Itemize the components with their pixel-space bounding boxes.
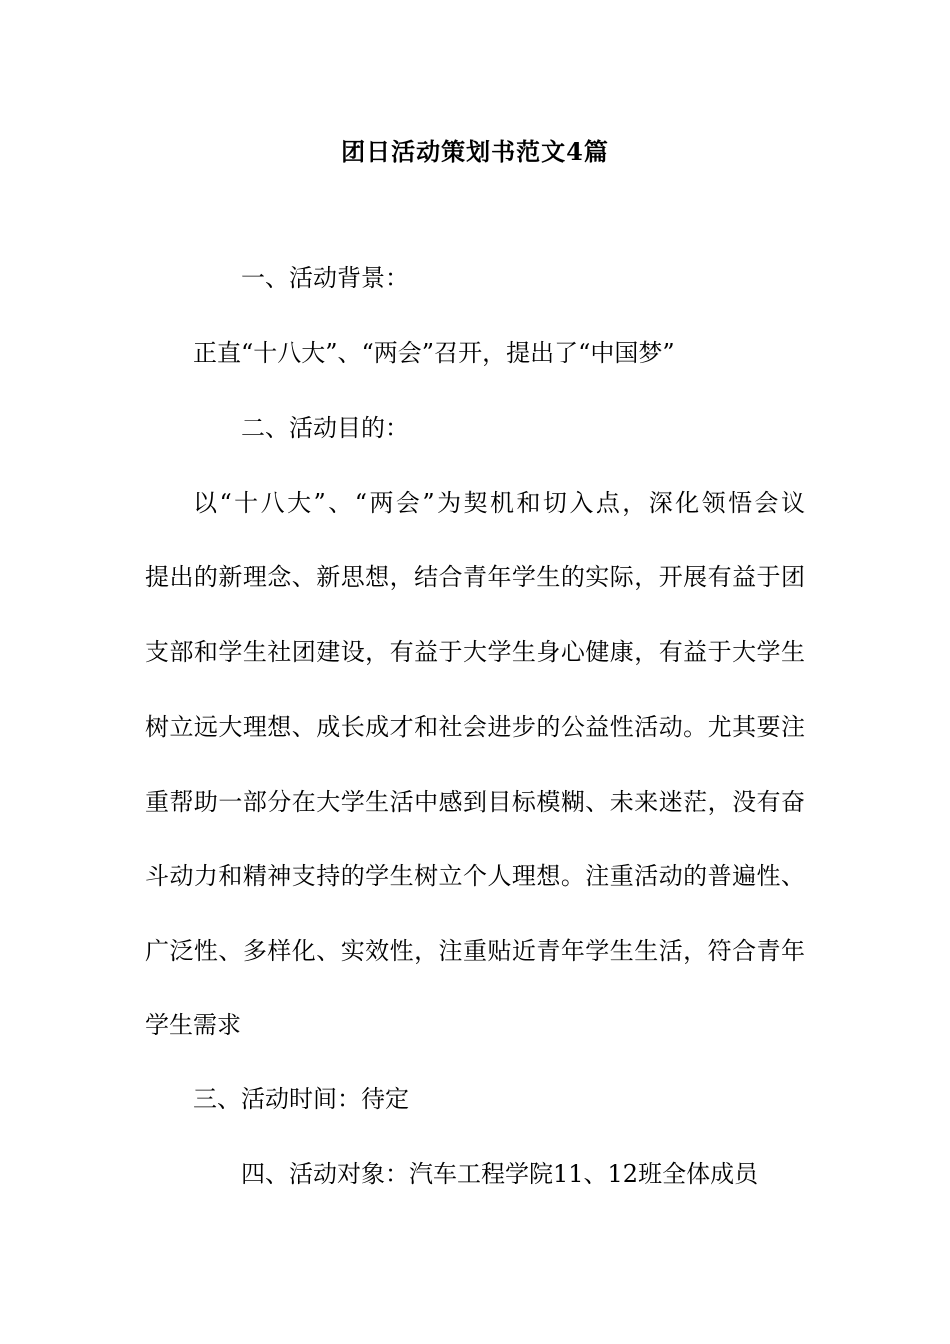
purpose-line-3: 支部和学生社团建设，有益于大学生身心健康，有益于大学生 <box>145 638 805 666</box>
purpose-line-2: 提出的新理念、新思想，结合青年学生的实际，开展有益于团 <box>145 563 805 591</box>
target-line: 四、活动对象：汽车工程学院11、12班全体成员 <box>241 1160 759 1188</box>
document-title: 团日活动策划书范文4篇 <box>341 137 609 166</box>
time-line: 三、活动时间：待定 <box>193 1085 409 1113</box>
purpose-heading: 二、活动目的： <box>241 414 409 442</box>
purpose-line-8: 学生需求 <box>145 1011 241 1039</box>
background-heading: 一、活动背景： <box>241 264 409 292</box>
purpose-line-1: 以“十八大”、“两会”为契机和切入点，深化领悟会议 <box>193 489 805 517</box>
background-text: 正直“十八大”、“两会”召开，提出了“中国梦” <box>193 339 675 367</box>
purpose-line-6: 斗动力和精神支持的学生树立个人理想。注重活动的普遍性、 <box>145 862 805 890</box>
purpose-line-7: 广泛性、多样化、实效性，注重贴近青年学生生活，符合青年 <box>145 937 805 965</box>
purpose-line-5: 重帮助一部分在大学生活中感到目标模糊、未来迷茫，没有奋 <box>145 788 805 816</box>
purpose-line-4: 树立远大理想、成长成才和社会进步的公益性活动。尤其要注 <box>145 713 805 741</box>
